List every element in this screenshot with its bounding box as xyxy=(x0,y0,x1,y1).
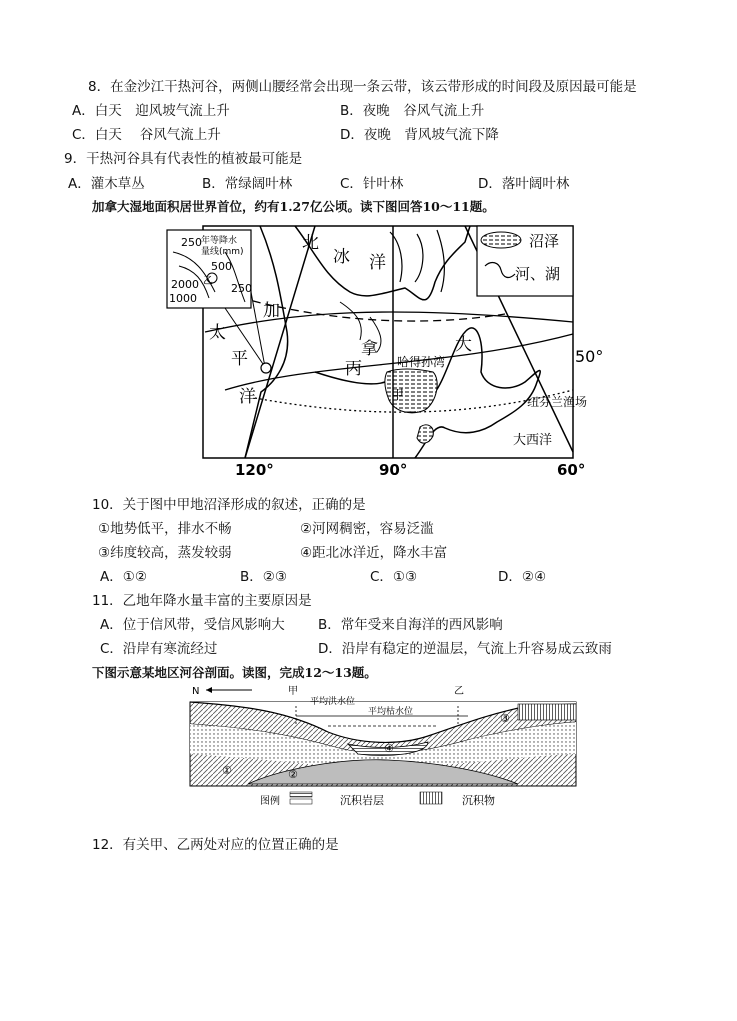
intro-canada-wetlands: 加拿大湿地面积居世界首位，约有1.27亿公顷。读下图回答10～11题。 xyxy=(92,199,495,214)
label-lat-50: 50° xyxy=(575,347,604,366)
label-newfoundland: 纽芬兰渔场 xyxy=(527,395,588,409)
inset-title-line1: 年等降水 xyxy=(201,236,238,246)
section-num-2: ② xyxy=(288,768,298,781)
section-legend-sediment: 沉积物 xyxy=(462,794,495,807)
q9-option-b: B．常绿阔叶林 xyxy=(202,176,293,192)
q9-stem: 9．干热河谷具有代表性的植被最可能是 xyxy=(64,151,303,167)
inset-label-yi: 乙 xyxy=(203,276,213,287)
q9-option-d: D．落叶阔叶林 xyxy=(478,176,570,192)
label-hudson-bay: 哈得孙湾 xyxy=(397,355,446,369)
q11-option-c: C．沿岸有寒流经过 xyxy=(100,641,218,657)
section-num-3: ③ xyxy=(500,712,510,725)
section-legend-title: 图例 xyxy=(260,796,280,807)
label-lon-120: 120° xyxy=(235,461,274,479)
q10-option-b: B．②③ xyxy=(240,569,287,585)
q8-stem: 8．在金沙江干热河谷，两侧山腰经常会出现一条云带，该云带形成的时间段及原因最可能是 xyxy=(88,79,637,95)
section-n-label: N xyxy=(192,686,200,697)
section-num-4: ④ xyxy=(384,742,394,755)
section-dry-level: 平均枯水位 xyxy=(368,707,414,717)
q8-option-c: C．白天 谷风气流上升 xyxy=(72,127,221,143)
label-yang-pacific: 洋 xyxy=(239,387,256,407)
inset-label-250-bottom: 250 xyxy=(231,282,252,295)
inset-label-1000: 1000 xyxy=(169,292,197,305)
q8-option-a: A．白天 迎风坡气流上升 xyxy=(72,103,230,119)
legend-river-label: 河、湖 xyxy=(515,265,561,283)
label-bei: 北 xyxy=(302,233,319,253)
q8-option-b: B．夜晚 谷风气流上升 xyxy=(340,103,485,119)
label-yang-arctic: 洋 xyxy=(369,253,386,273)
label-jia-canada: 加 xyxy=(263,301,280,321)
intro-valley-section: 下图示意某地区河谷剖面。读图，完成12～13题。 xyxy=(92,665,377,680)
canada-wetland-map xyxy=(165,222,604,479)
q11-option-d: D．沿岸有稳定的逆温层，气流上升容易成云致雨 xyxy=(318,641,612,657)
inset-label-2000: 2000 xyxy=(171,278,199,291)
label-ping: 平 xyxy=(231,349,248,369)
label-lon-60: 60° xyxy=(557,461,586,479)
label-na: 拿 xyxy=(361,339,378,359)
q8-option-d: D．夜晚 背风坡气流下降 xyxy=(340,127,499,143)
label-tai: 太 xyxy=(209,323,226,343)
q10-option-c: C．①③ xyxy=(370,569,418,585)
q9-option-a: A．灌木草丛 xyxy=(68,176,145,192)
section-jia-label: 甲 xyxy=(288,686,298,697)
label-bing: 冰 xyxy=(333,247,350,267)
inset-title-line2: 量线(mm) xyxy=(201,247,244,257)
label-bing-marker: 丙 xyxy=(345,359,362,379)
q10-option-a: A．①② xyxy=(100,569,147,585)
valley-cross-section xyxy=(188,684,580,808)
label-atlantic: 大西洋 xyxy=(513,433,553,448)
q10-statement-3: ③纬度较高，蒸发较弱 xyxy=(98,545,232,561)
section-legend-sed-rock: 沉积岩层 xyxy=(340,794,384,807)
section-yi-label: 乙 xyxy=(454,686,464,697)
q12-stem: 12．有关甲、乙两处对应的位置正确的是 xyxy=(92,837,339,853)
q10-option-d: D．②④ xyxy=(498,569,547,585)
inset-label-250-top: 250 xyxy=(181,236,202,249)
section-num-1: ① xyxy=(222,764,232,777)
q11-option-a: A．位于信风带，受信风影响大 xyxy=(100,617,285,633)
label-da: 大 xyxy=(455,335,472,355)
q10-statement-4: ④距北冰洋近，降水丰富 xyxy=(300,545,448,561)
section-flood-level: 平均洪水位 xyxy=(310,697,356,707)
q10-stem: 10．关于图中甲地沼泽形成的叙述，正确的是 xyxy=(92,497,366,513)
q11-option-b: B．常年受来自海洋的西风影响 xyxy=(318,617,503,633)
q10-statement-1: ①地势低平，排水不畅 xyxy=(98,521,232,537)
label-jia-marsh: 甲 xyxy=(391,388,405,403)
q11-stem: 11．乙地年降水量丰富的主要原因是 xyxy=(92,593,312,609)
inset-label-500: 500 xyxy=(211,260,232,273)
q9-option-c: C．针叶林 xyxy=(340,176,404,192)
label-lon-90: 90° xyxy=(379,461,408,479)
q10-statement-2: ②河网稠密，容易泛滥 xyxy=(300,521,434,537)
legend-marsh-label: 沼泽 xyxy=(529,232,560,250)
